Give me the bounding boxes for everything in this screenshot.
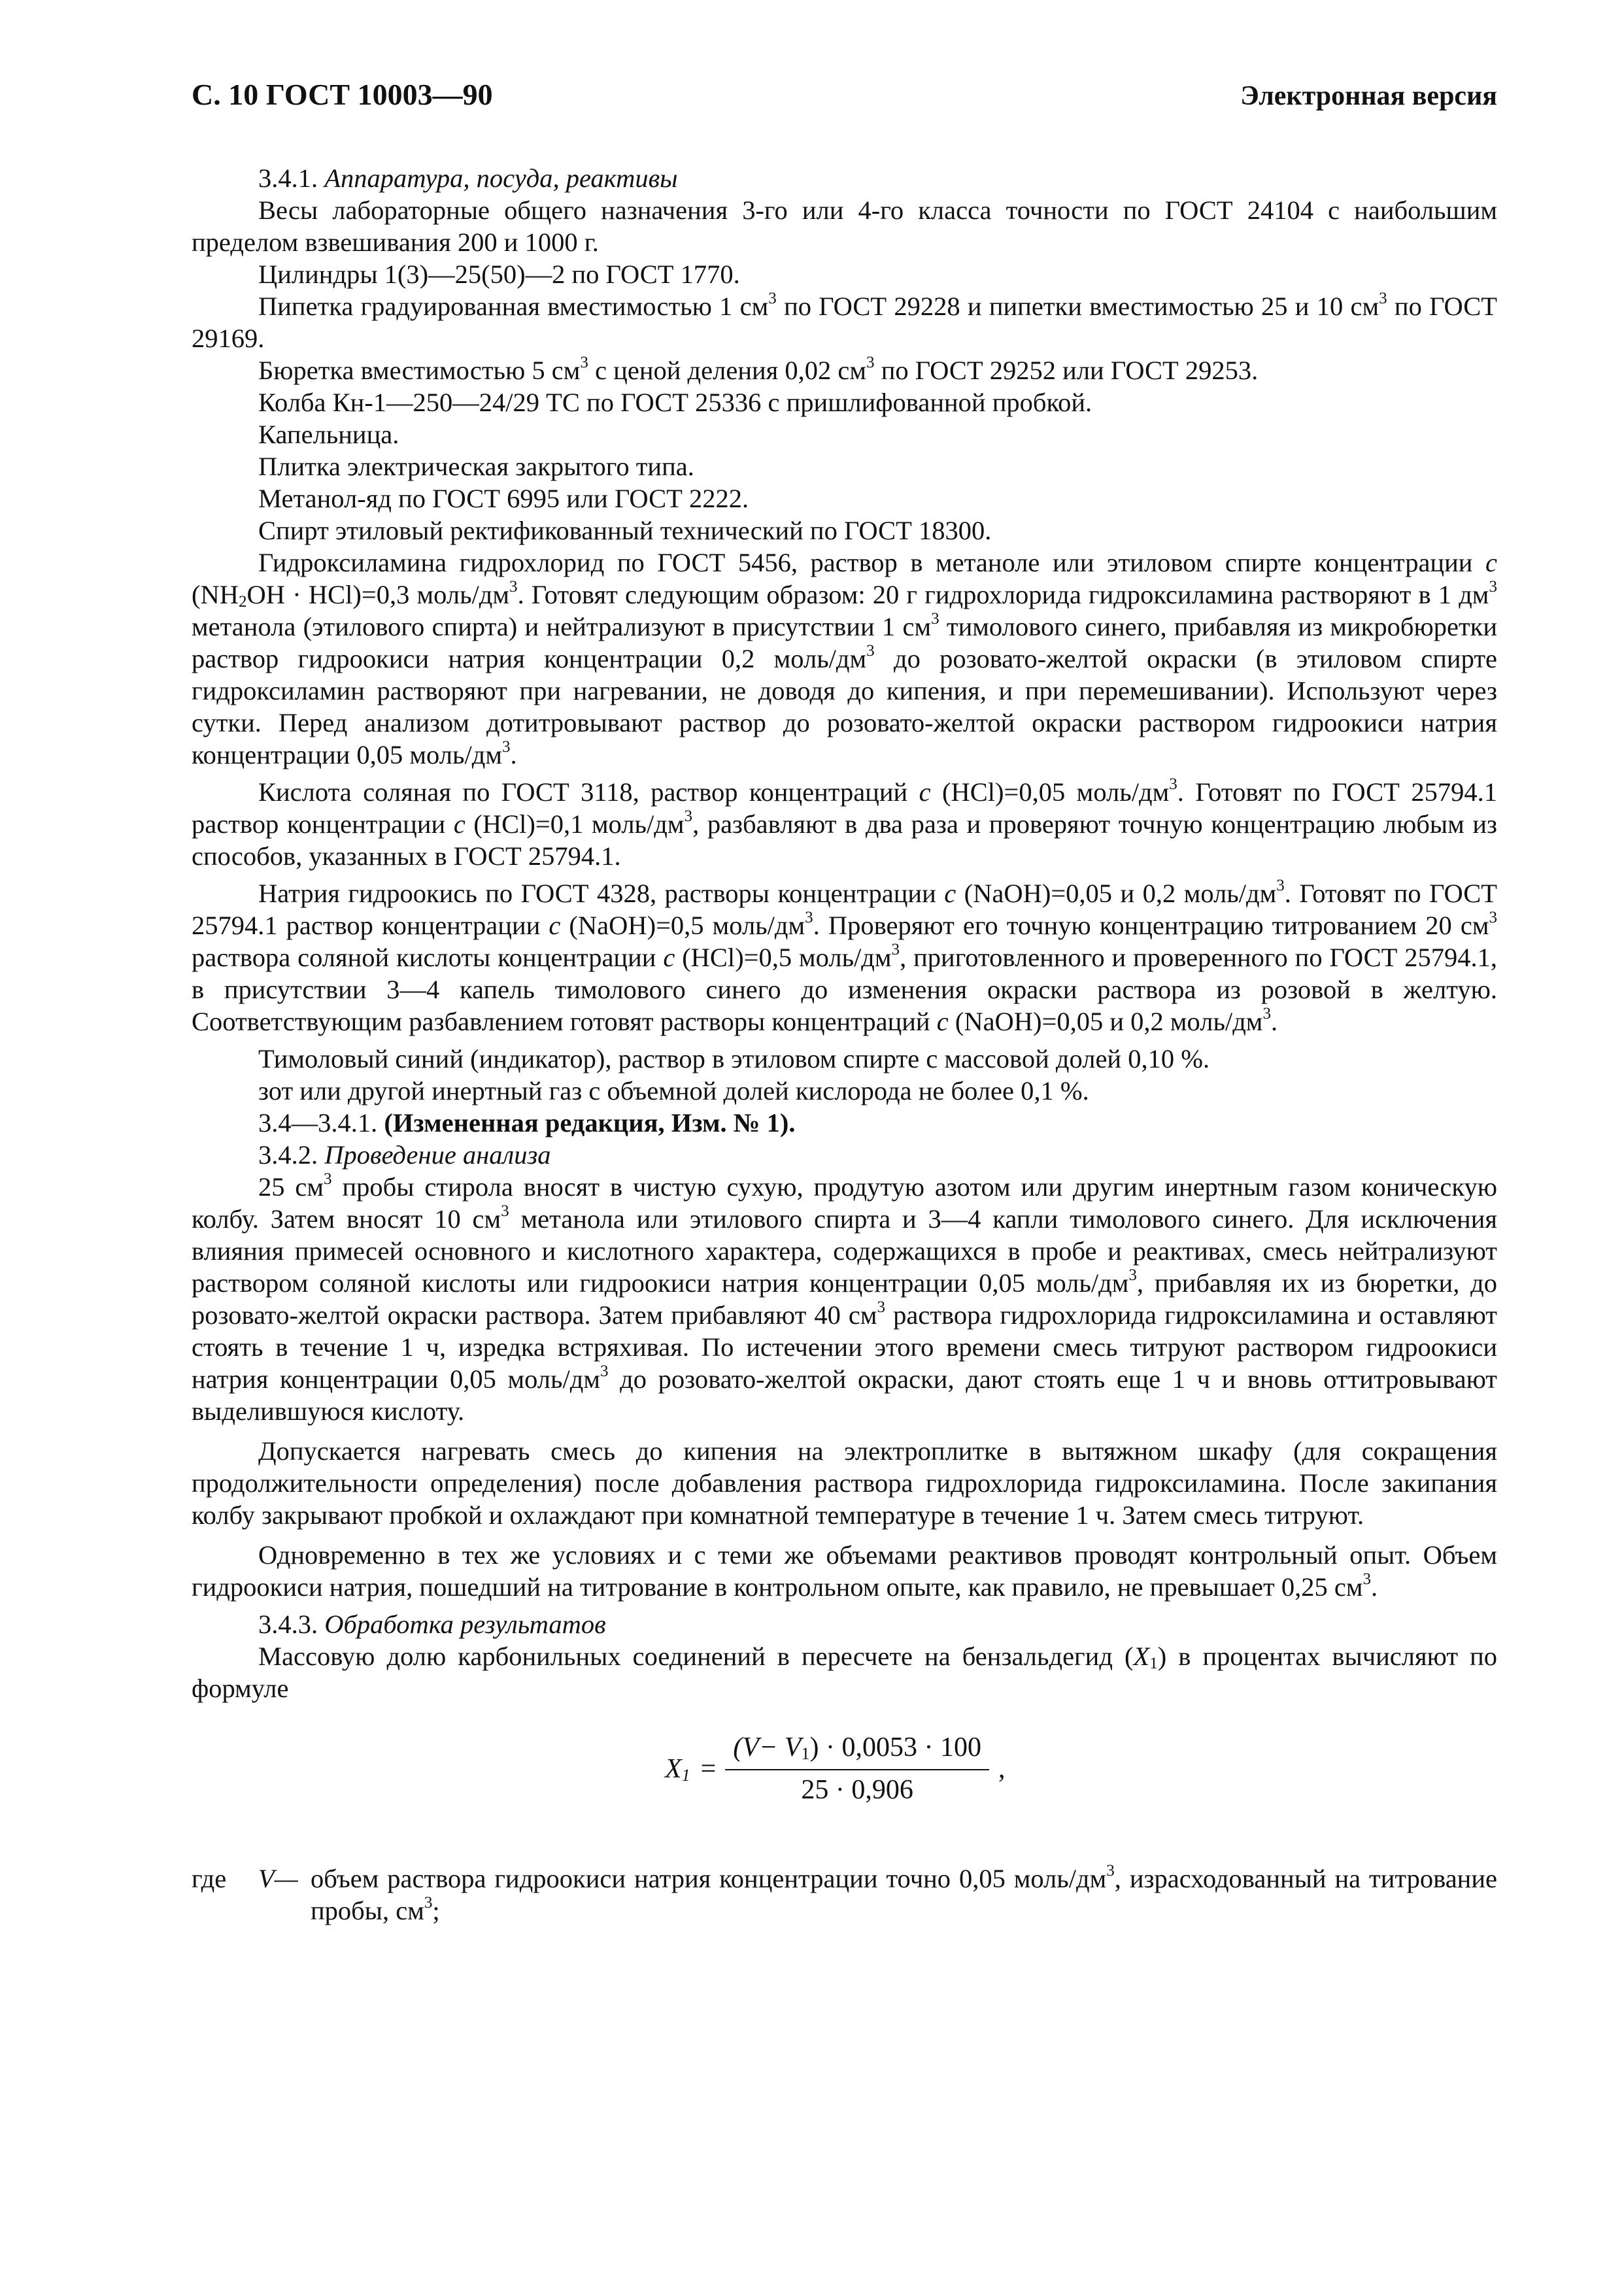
header-version-label: Электронная версия [1240, 81, 1497, 111]
paragraph-hydrochloric-acid: Кислота соляная по ГОСТ 3118, раствор концентраций с (HCl)=0,05 моль/$дм^3$. Готовят по ГОСТ 25794.1 раствор концентрации с (HCl)=0,1 моль/$дм^3$, разбавляют в два раза и проверяют точную концентрацию любым из способов, указанных в ГОСТ 25794.1. [192, 775, 1497, 871]
item-scales: Весы лабораторные общего назначения 3-го или 4-го класса точности по ГОСТ 24104 с наибольшим пределом взвешивания 200 и 1000 г. [192, 195, 1497, 257]
paragraph-sodium-hydroxide: Натрия гидроокись по ГОСТ 4328, растворы концентрации с (NaOH)=0,05 и 0,2 моль/$дм^3$. Готовят по ГОСТ 25794.1 раствор концентрации с (NaOH)=0,5 моль/$дм^3$. Проверяют его точную концентрацию титрованием 20 $см^3$ раствора соляной кислоты концентрации с (HCl)=0,5 моль/$дм^3$, приготовленного и проверенного по ГОСТ 25794.1, в присутствии 3—4 капель тимолового синего до изменения окраски раствора из розовой в желтую. Соответствующим разбавлением готовят растворы концентраций с (NaOH)=0,05 и 0,2 моль/$дм^3$. [192, 876, 1498, 1036]
paragraph-heating: Допускается нагревать смесь до кипения на электроплитке в вытяжном шкафу (для сокращения продолжительности определения) после добавления раствора гидрохлорида гидроксиламина. После закипания колбу закрывают пробкой и охлаждают при комнатной температуре в течение 1 ч. Затем смесь титруют. [192, 1436, 1497, 1530]
formula-x1 [665, 1732, 1005, 1806]
formula-numerator: $(V- V_1) \cdot 0,0053 \cdot 100$ [725, 1732, 989, 1770]
formula-fraction [725, 1732, 989, 1806]
header-standard-ref: С. 10 ГОСТ 10003—90 [192, 78, 493, 111]
item-stove: Плитка электрическая закрытого типа. [258, 452, 694, 481]
item-methanol: Метанол-яд по ГОСТ 6995 или ГОСТ 2222. [258, 484, 749, 513]
document-page [192, 77, 1497, 1927]
document-body [192, 162, 1497, 1927]
where-text: объем раствора гидроокиси натрия концентрации точно 0,05 моль/$дм^3$, израсходованный на титрование пробы, $см^3$; [311, 1861, 1497, 1925]
formula-block [192, 1732, 1497, 1830]
formula-equals: = [700, 1753, 717, 1784]
where-symbol: V— [258, 1864, 298, 1893]
item-thymol-blue: Тимоловый синий (индикатор), раствор в этиловом спирте с массовой долей 0,10 %. [258, 1044, 1210, 1073]
item-nitrogen: зот или другой инертный газ с объемной долей кислорода не более 0,1 %. [258, 1076, 1089, 1105]
section-heading-3-4-3: 3.4.3. Обработка результатов [258, 1610, 606, 1639]
item-dropper: Капельница. [258, 420, 399, 449]
formula-comma: , [998, 1753, 1006, 1784]
section-heading-3-4-2: 3.4.2. Проведение анализа [258, 1140, 551, 1170]
paragraph-control-test: Одновременно в тех же условиях и с теми же объемами реактивов проводят контрольный опыт. Объем гидроокиси натрия, пошедший на титрование в контрольном опыте, как правило, не превышает 0,25 $см^3$. [192, 1540, 1497, 1602]
amendment-note: 3.4—3.4.1. (Измененная редакция, Изм. № 1). [258, 1108, 796, 1138]
where-definition [192, 1863, 1497, 1927]
where-label: где [192, 1864, 227, 1893]
paragraph-hydroxylamine: Гидроксиламина гидрохлорид по ГОСТ 5456, раствор в метаноле или этиловом спирте концентрации с $(NH_2OH \cdot HCl)=0,3$ моль/$дм^3$. Готовят следующим образом: 20 г гидрохлорида гидроксиламина растворяют в 1 $дм^3$ метанола (этилового спирта) и нейтрализуют в присутствии 1 $см^3$ тимолового синего, прибавляя из микробюретки раствор гидроокиси натрия концентрации 0,2 моль/$дм^3$ до розовато-желтой окраски (в этиловом спирте гидроксиламин растворяют при нагревании, не доводя до кипения, и при перемешивании). Используют через сутки. Перед анализом дотитровывают раствор до розовато-желтой окраски раствором гидроокиси натрия концентрации 0,05 моль/$дм^3$. [192, 548, 1497, 769]
formula-lhs: $X_1$ [665, 1753, 690, 1785]
item-flask: Колба Кн-1—250—24/29 ТС по ГОСТ 25336 с пришлифованной пробкой. [258, 388, 1092, 417]
page-header [192, 77, 1497, 123]
item-cylinders: Цилиндры 1(3)—25(50)—2 по ГОСТ 1770. [258, 260, 740, 289]
formula-denominator: 25 · 0,906 [801, 1775, 913, 1805]
item-burette: Бюретка вместимостью 5 $см^3$ с ценой деления 0,02 $см^3$ по ГОСТ 29252 или ГОСТ 29253. [258, 353, 1259, 385]
paragraph-analysis: 25 $см^3$ пробы стирола вносят в чистую сухую, продутую азотом или другим инертным газом коническую колбу. Затем вносят 10 $см^3$ метанола или этилового спирта и 3—4 капли тимолового синего. Для исключения влияния примесей основного и кислотного характера, содержащихся в пробе и реактивах, смесь нейтрализуют раствором соляной кислоты или гидроокиси натрия концентрации 0,05 моль/$дм^3$, прибавляя их из бюретки, до розовато-желтой окраски раствора. Затем прибавляют 40 $см^3$ раствора гидрохлорида гидроксиламина и оставляют стоять в течение 1 ч, изредка встряхивая. По истечении этого времени смесь титруют раствором гидроокиси натрия концентрации 0,05 моль/$дм^3$ до розовато-желтой окраски, дают стоять еще 1 ч и вновь оттитровывают выделившуюся кислоту. [192, 1170, 1498, 1426]
section-heading-3-4-1: 3.4.1. Аппаратура, посуда, реактивы [258, 163, 678, 193]
item-ethanol: Спирт этиловый ректификованный технический по ГОСТ 18300. [258, 516, 992, 545]
paragraph-calculation: Массовую долю карбонильных соединений в пересчете на бензальдегид $(X_1)$ в процентах вычисляют по формуле [192, 1642, 1497, 1703]
item-pipettes: Пипетка градуированная вместимостью 1 $см^3$ по ГОСТ 29228 и пипетки вместимостью 25 и 10 $см^3$ по ГОСТ 29169. [192, 289, 1498, 353]
